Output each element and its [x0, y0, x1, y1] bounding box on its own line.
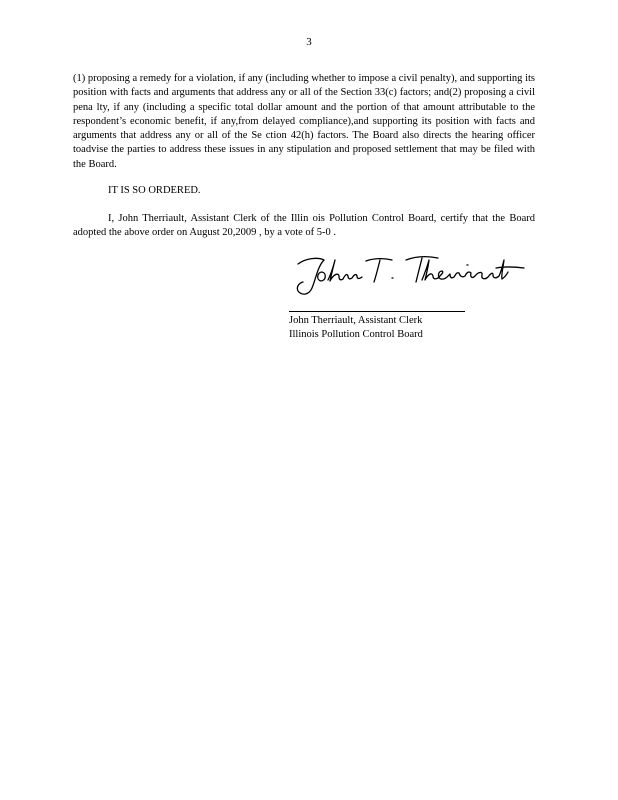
page-number: 3: [306, 36, 312, 48]
ordered-paragraph: IT IS SO ORDERED.: [108, 185, 201, 196]
signature-block: [289, 314, 423, 342]
signature-line: [289, 311, 465, 312]
handwritten-signature: [288, 250, 528, 302]
signer-organization: Illinois Pollution Control Board: [289, 329, 423, 340]
signer-name-title: John Therriault, Assistant Clerk: [289, 315, 423, 326]
remedy-paragraph: (1) proposing a remedy for a violation, if any (including whether to impose a civil penalty), and supporting its position with facts and arguments that address any or all of the Section 33(c) factors; and(2) proposing a civil pena lty, if any (including a specific total dollar amount and the portion of that amount attributable to the respondent’s economic benefit, if any,from delayed compliance),and supporting its position with facts and arguments that address any or all of the Se ction 42(h) factors. The Board also directs the hearing officer toadvise the parties to address these issues in any stipulation and proposed settlement that may be filed with the Board.: [73, 73, 535, 170]
certification-paragraph: I, John Therriault, Assistant Clerk of the Illin ois Pollution Control Board, certify that the Board adopted the above order on August 20,2009 , by a vote of 5-0 .: [73, 213, 535, 239]
